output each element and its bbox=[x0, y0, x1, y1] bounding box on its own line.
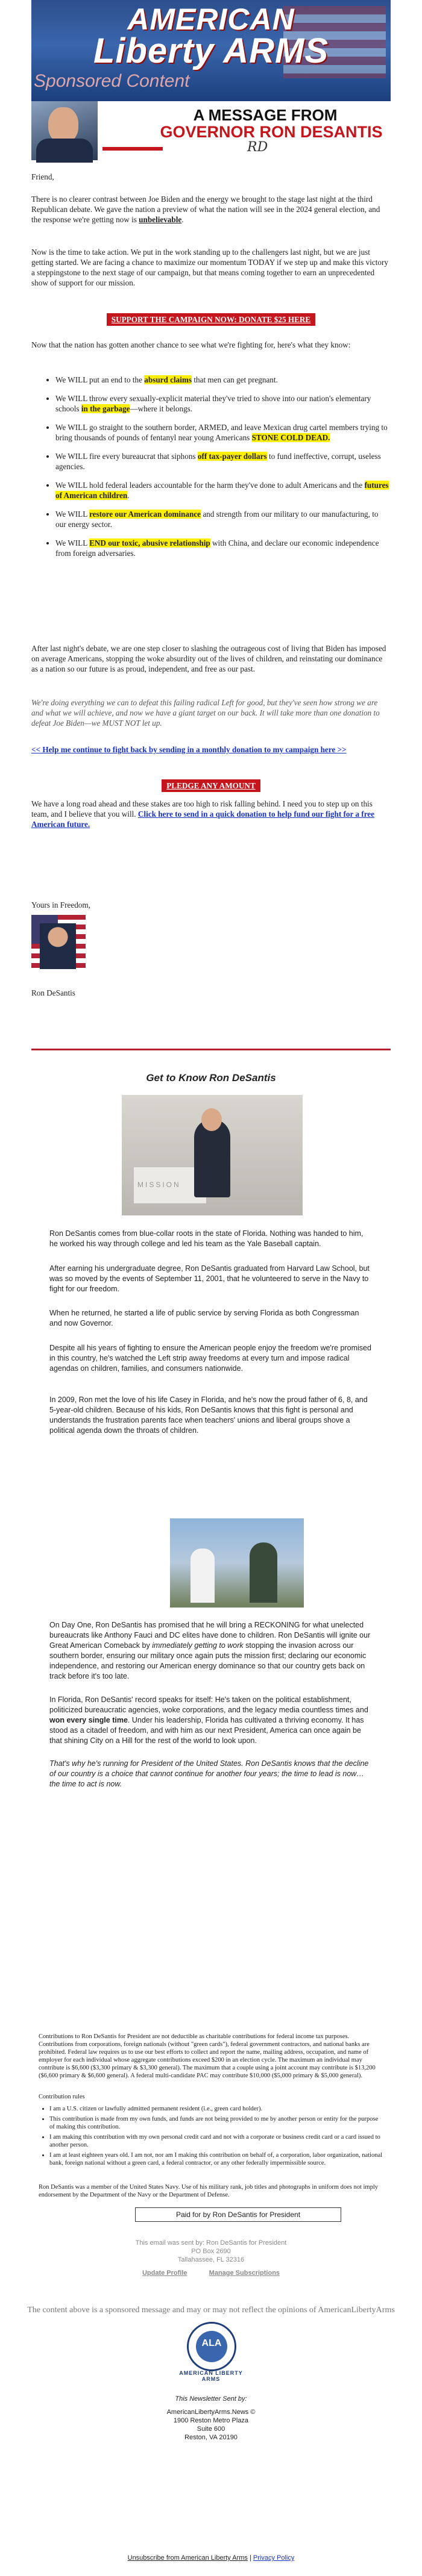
street-address: 1900 Reston Metro Plaza bbox=[173, 2417, 249, 2424]
p6-text: We have a long road ahead and these stakes are too high to risk falling behind. I need you to step up on this team, and I believe that you will. bbox=[31, 799, 373, 819]
bio-paragraph-8: That's why he's running for President of the United States. Ron DeSantis knows that the decline of our country is a choice that cannot continue for another four years; the time to lead is now… the time to act is now. bbox=[49, 1759, 369, 1788]
banner-logo-line2: Liberty ARMS bbox=[93, 31, 329, 70]
suite: Suite 600 bbox=[197, 2425, 225, 2433]
letter-paragraph-1 bbox=[31, 194, 391, 225]
promise-item: • We WILL END our toxic, abusive relationship with China, and declare our economic independence from foreign adversaries. bbox=[55, 538, 391, 558]
promise-item: • We WILL go straight to the southern border, ARMED, and leave Mexican drug cartel members trying to bring thousands of pounds of fentanyl near young Americans STONE COLD DEAD. bbox=[55, 422, 391, 443]
ala-logo-text: ALA bbox=[201, 2338, 222, 2348]
cta-donate-wrap bbox=[31, 313, 391, 326]
unsubscribe-link[interactable]: Unsubscribe from American Liberty Arms bbox=[127, 2554, 248, 2562]
bio-paragraph-7: In Florida, Ron DeSantis' record speaks for itself: He's taken on the political establishment, politicized bureaucratic agencies, woke corporations, and the legacy media countless times and won every single time. Under his leadership, Florida has cultivated a thriving economy. It has stood as a citadel of freedom, and with him as our next President, America can once again be that shining City on a Hill for the rest of the world to look upon. bbox=[49, 1695, 368, 1745]
paid-for-box: Paid for by Ron DeSantis for President bbox=[135, 2207, 341, 2222]
donate-25-button[interactable]: SUPPORT THE CAMPAIGN NOW: DONATE $25 HERE bbox=[107, 313, 315, 326]
navy-disclaimer: Ron DeSantis was a member of the United States Navy. Use of his military rank, job titles and photographs in uniform does not imply endorsement by the Department of the Navy or the Department of Defense. bbox=[39, 2184, 379, 2198]
letter-paragraph-6 bbox=[31, 799, 391, 829]
face-shape bbox=[48, 107, 78, 143]
rule-item: • I am a U.S. citizen or lawfully admitted permanent resident (i.e., green card holder). bbox=[49, 2105, 383, 2113]
quick-donation-link[interactable]: Click here to send in a quick donation to help fund our fight for a free American future. bbox=[31, 809, 375, 829]
banner-logo-line1: AMERICAN bbox=[127, 2, 295, 36]
p1-text: There is no clearer contrast between Joe Biden and the energy we brought to the stage last night at the third Republican debate. We gave the nation a preview of what the nation will see in the 2024 general election, and the response we're getting now is bbox=[31, 195, 380, 224]
letter-paragraph-2: Now is the time to take action. We put in the work standing up to the challengers last night, but we are just getting started. We are facing a chance to maximize our momentum TODAY if we step up and make this victory a steppingstone to the next stage of our campaign, but that means coming together to earn an unprecedented show of support for our mission. bbox=[31, 248, 388, 287]
contribution-rules bbox=[39, 2105, 383, 2169]
adult-shape bbox=[250, 1542, 277, 1603]
contribution-rules-title: Contribution rules bbox=[39, 2094, 85, 2100]
sponsor-banner[interactable] bbox=[31, 0, 391, 101]
desantis-header-photo bbox=[31, 101, 98, 160]
monthly-donation-link[interactable]: << Help me continue to fight back by sending in a monthly donation to my campaign here >> bbox=[31, 745, 347, 754]
privacy-policy-link[interactable]: Privacy Policy bbox=[253, 2554, 295, 2562]
podium-sign-text: MISSION bbox=[137, 1180, 181, 1189]
bio-paragraph-3: When he returned, he started a life of public service by serving Florida as both Congressman and now Governor. bbox=[49, 1309, 359, 1327]
manage-subscriptions-link[interactable]: Manage Subscriptions bbox=[209, 2269, 280, 2277]
bio-paragraph-5: In 2009, Ron met the love of his life Casey in Florida, and he's now the proud father of 6, 8, and 5-year-old children. Because of his kids, Ron DeSantis knows that this fight is personal and understands the frustration parents face when teachers' unions and liberal groups shove a political agenda down the throats of children. bbox=[49, 1396, 368, 1435]
city-state-zip: Reston, VA 20190 bbox=[184, 2434, 238, 2441]
child-shape bbox=[191, 1548, 215, 1603]
desantis-podium-photo bbox=[122, 1095, 303, 1215]
city-line: Tallahassee, FL 32316 bbox=[177, 2256, 245, 2263]
portrait-shape bbox=[40, 923, 76, 969]
link-separator: | bbox=[247, 2554, 253, 2562]
bio-paragraph-6: On Day One, Ron DeSantis has promised that he will bring a RECKONING for what unelected bureaucrats like Anthony Fauci and DC elites have done to children. Ron DeSantis will ignite our Great American Comeback by immediately getting to work stopping the invasion across our southern border, ensuring our military once again puts the mission first; declaring our economic independence, and restoring our American energy dominance so that our country gets back on track before it's too late. bbox=[49, 1621, 371, 1680]
message-title: A MESSAGE FROM bbox=[193, 106, 338, 124]
bio-paragraph-1: Ron DeSantis comes from blue-collar roots in the state of Florida. Nothing was handed to him, he worked his way through college and led his team as the Yale Baseball captain. bbox=[49, 1229, 364, 1248]
p1-emphasis: unbelievable bbox=[139, 215, 182, 224]
header-accent-bar bbox=[102, 147, 163, 151]
ala-wordmark: AMERICAN LIBERTY ARMS bbox=[179, 2370, 243, 2382]
promise-item: • We WILL fire every bureaucrat that siphons off tax-payer dollars to fund ineffective, corrupt, useless agencies. bbox=[55, 451, 391, 472]
signature-image: RD bbox=[247, 140, 268, 155]
letter-paragraph-4: After last night's debate, we are one step closer to slashing the outrageous cost of living that Biden has imposed on average Americans, stopping the woke absurdity out of the lives of children, and reinstating our dominance as a nation so our future is as proud, independent, and free as our past. bbox=[31, 644, 386, 673]
po-box: PO Box 2690 bbox=[191, 2248, 231, 2255]
monthly-donation-link-wrap bbox=[31, 744, 391, 755]
letter-paragraph-5: We're doing everything we can to defeat this failing radical Left for good, but they've seen how strong we are and what we will achieve, and now we have a giant target on our back. It will take more than one donation to defeat Joe Biden—we MUST NOT let up. bbox=[31, 698, 380, 728]
ala-logo bbox=[187, 2322, 236, 2371]
legal-disclosure: Contributions to Ron DeSantis for President are not deductible as charitable contributions for federal income tax purposes. Contributions from corporations, foreign nationals (without "green cards"), federal government contractors, and national banks are prohibited. Federal law requires us to use our best efforts to collect and report the name, mailing address, occupation, and name of employer for each individual whose aggregate contributions exceed $200 in an election cycle. The maximum an individual may contribute is $6,600 ($3,300 primary & $3,300 general). The maximum that a couple using a joint account may contribute is $13,200 ($6,600 primary & $6,600 general). A federal multi-candidate PAC may contribute $10,000 ($5,000 primary & $5,000 general). bbox=[39, 2033, 376, 2079]
pledge-any-amount-button[interactable]: PLEDGE ANY AMOUNT bbox=[162, 779, 260, 792]
profile-links bbox=[31, 2269, 391, 2277]
greeting: Friend, bbox=[31, 172, 54, 181]
newsletter-sent-by: This Newsletter Sent by: bbox=[175, 2395, 247, 2403]
signoff-name: Ron DeSantis bbox=[31, 988, 75, 997]
desantis-flag-photo bbox=[31, 915, 86, 973]
head-shape bbox=[201, 1108, 222, 1131]
promises-list bbox=[31, 375, 391, 567]
suit-shape bbox=[36, 139, 93, 163]
rule-item: • I am at least eighteen years old. I am not, nor am I making this contribution on behalf of, a corporation, labor organization, national bank, foreign national without a green card, a federal contractor, or any other federally impermissible source. bbox=[49, 2151, 383, 2167]
promise-item: • We WILL put an end to the absurd claims that men can get pregnant. bbox=[55, 375, 391, 385]
p1-end: . bbox=[181, 215, 184, 224]
closing: Yours in Freedom, bbox=[31, 900, 90, 909]
message-subtitle: GOVERNOR RON DESANTIS bbox=[160, 123, 383, 141]
company-name: AmericanLibertyArms.News © bbox=[166, 2409, 256, 2416]
promise-item: • We WILL hold federal leaders accountable for the harm they've done to adult Americans and the futures of American children. bbox=[55, 480, 391, 501]
bio-paragraph-2: After earning his undergraduate degree, Ron DeSantis graduated from Harvard Law School, but was so moved by the events of September 11, 2001, that he volunteered to serve in the Navy to fight for our freedom. bbox=[49, 1264, 370, 1293]
section-divider bbox=[31, 1049, 391, 1050]
rule-item: • This contribution is made from my own funds, and funds are not being provided to me by another person or entity for the purpose of making this contribution. bbox=[49, 2115, 383, 2131]
promise-item: • We WILL restore our American dominance and strength from our military to our manufacturing, to our energy sector. bbox=[55, 509, 391, 529]
bio-title: Get to Know Ron DeSantis bbox=[146, 1072, 276, 1084]
sent-by-line: This email was sent by: Ron DeSantis for President bbox=[135, 2239, 287, 2247]
sponsored-content-label: Sponsored Content bbox=[34, 71, 190, 91]
update-profile-link[interactable]: Update Profile bbox=[142, 2269, 187, 2277]
rule-item: • I am making this contribution with my own personal credit card and not with a corporate or business credit card or a card issued to another person. bbox=[49, 2133, 383, 2149]
promise-item: • We WILL throw every sexually-explicit material they've tried to shove into our nation's elementary schools in the garbage—where it belongs. bbox=[55, 393, 391, 414]
pledge-wrap bbox=[31, 779, 391, 792]
letter-paragraph-3: Now that the nation has gotten another chance to see what we're fighting for, here's what they know: bbox=[31, 340, 351, 349]
sponsored-disclaimer: The content above is a sponsored message and may or may not reflect the opinions of AmericanLibertyArms bbox=[27, 2306, 395, 2315]
desantis-family-photo bbox=[170, 1518, 304, 1608]
unsubscribe-bar bbox=[31, 2554, 391, 2562]
bio-paragraph-4: Despite all his years of fighting to ensure the American people enjoy the freedom we're promised in this country, he's watched the Left strip away freedoms at every turn and impose radical agendas on children, families, and consumers nationwide. bbox=[49, 1344, 371, 1373]
